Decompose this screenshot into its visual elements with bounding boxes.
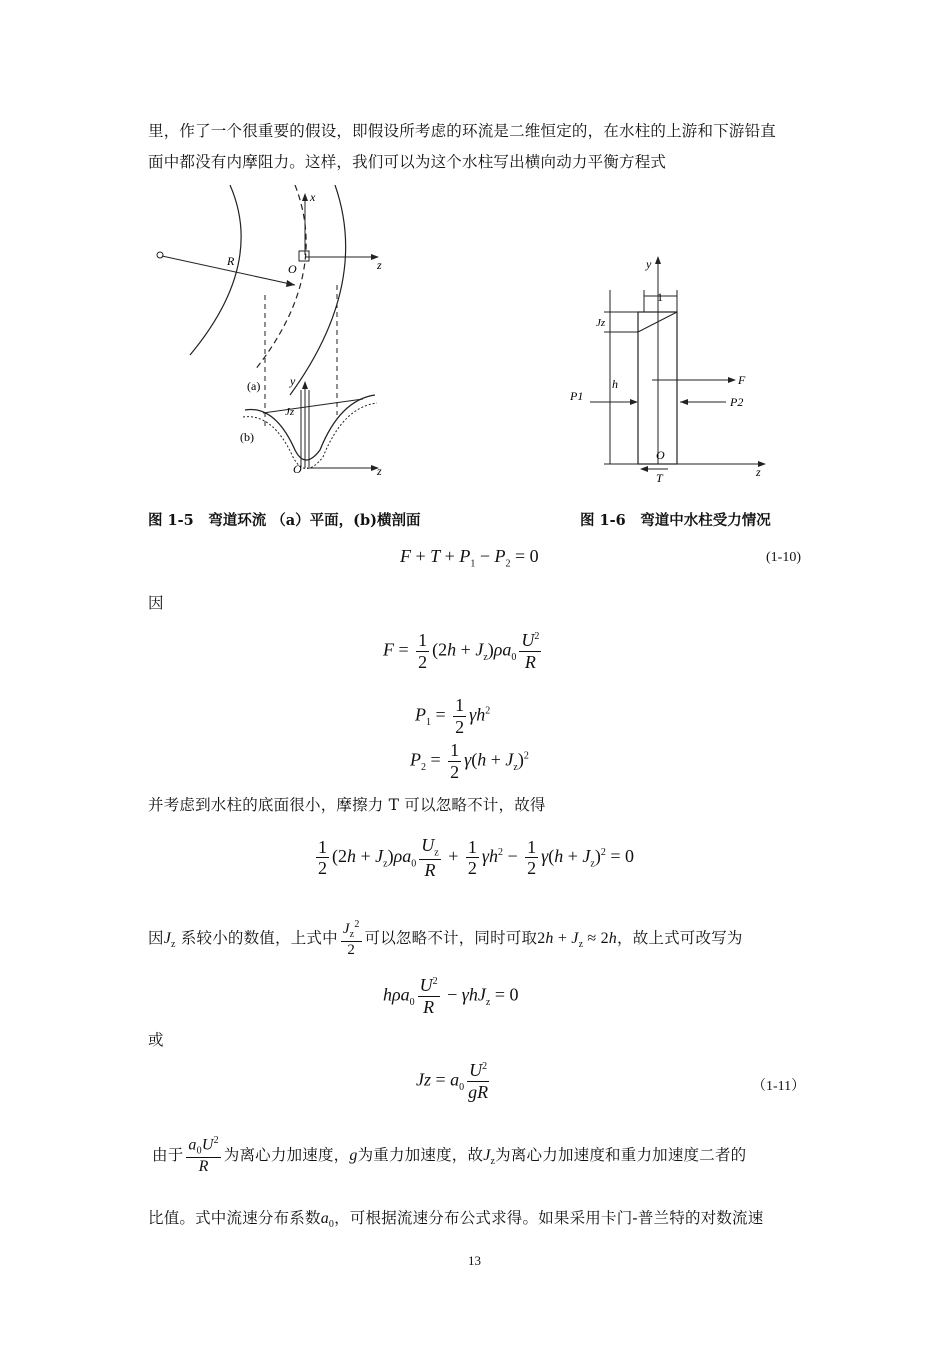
fig5-label-O2: O	[293, 462, 302, 476]
equation-P1: $P_1$ = $\frac{1}{2}$ $\gamma h^2$	[415, 695, 491, 737]
paragraph-last-1: 由于 $\frac{a_0U^2}{R}$ 为离心力加速度，g为重力加速度，故$J_z$为离心力加速度和重力加速度二者的	[152, 1135, 747, 1176]
jz-end: ，故上式可改写为	[617, 929, 743, 947]
figure-1-5-diagram	[145, 185, 395, 495]
fig5-label-z2: z	[377, 464, 382, 478]
page-number: 13	[468, 1253, 481, 1268]
figure-1-5-caption: 图 1-5 弯道环流 （a）平面，(b)横剖面	[148, 512, 421, 529]
fig5-label-z: z	[377, 258, 382, 272]
fig6-label-one: 1	[657, 290, 663, 304]
figure-1-6-caption: 图 1-6 弯道中水柱受力情况	[580, 512, 771, 529]
equation-P2: $P_2$ = $\frac{1}{2}$ $\gamma(h + J_z)^2$	[410, 740, 529, 782]
jz-mid2: 可以忽略不计，同时可取	[364, 929, 538, 947]
fig6-label-Jz: Jz	[596, 317, 606, 329]
fig5-label-b: (b)	[240, 430, 254, 444]
fig6-label-P2: P2	[730, 395, 744, 409]
paragraph-jz: 因$J_z$ 系较小的数值，上式中 $\frac{J_z^2}{2}$ 可以忽略不计，同时可取$2h + J_z \approx 2h$，故上式可改写为	[148, 919, 743, 958]
last-mid1: 为离心力加速度，	[223, 1146, 350, 1164]
equation-F: F = $\frac{1}{2}$ $(2h + J_z)\rho a_0$ $\frac{U^2}{R}$	[383, 630, 540, 672]
paragraph-consider: 并考虑到水柱的底面很小，摩擦力 T 可以忽略不计，故得	[148, 796, 546, 814]
equation-1-10: $F + T + P_1 - P_2 = 0$	[400, 546, 539, 570]
fig6-label-O: O	[656, 448, 665, 462]
fig5-label-x: x	[310, 190, 316, 204]
paragraph-because: 因	[148, 594, 164, 612]
paragraph-or: 或	[148, 1031, 164, 1049]
fig6-label-h: h	[612, 377, 618, 391]
final-a: 比值。式中流速分布系数	[148, 1209, 321, 1227]
equation-1-10-number: (1-10)	[766, 550, 801, 565]
last-mid2: 为重力加速度，故	[357, 1146, 484, 1164]
fig6-label-F: F	[738, 373, 746, 387]
last-pre: 由于	[152, 1146, 184, 1164]
fig6-label-T: T	[656, 471, 663, 485]
fig5-label-Jz: Jz	[285, 406, 295, 418]
last-mid3: 为离心力加速度和重力加速度二者的	[495, 1146, 747, 1164]
final-b: ，可根据流速分布公式求得。如果采用卡门-普兰特的对数流速	[334, 1209, 764, 1227]
fig6-label-z: z	[756, 465, 761, 479]
equation-simplified: hρa$_0$ $\frac{U^2}{R}$ − γhJ$_z$ = 0	[383, 975, 519, 1017]
fig6-label-P1: P1	[570, 389, 584, 403]
figure-1-6-diagram	[560, 250, 780, 490]
fig6-label-y: y	[646, 257, 652, 271]
paragraph-last-2: 比值。式中流速分布系数$a_0$，可根据流速分布公式求得。如果采用卡门-普兰特的对数流速	[148, 1209, 764, 1231]
jz-pre: 因	[148, 929, 164, 947]
equation-1-11: $Jz = a_0$ $\frac{U^2}{gR}$	[416, 1060, 489, 1102]
equation-combined: $\frac{1}{2}$ $(2h + J_z)\rho a_0$ $\frac{U_z}{R}$ + $\frac{1}{2}$ $\gamma h^2$ − $\frac{1}{2}$ $\gamma(h + J_z)^2 = 0$	[318, 835, 634, 881]
fig5-label-R: R	[227, 254, 235, 268]
fig5-label-y: y	[290, 374, 296, 388]
jz-mid1: 系较小的数值，上式中	[180, 929, 338, 947]
fig5-label-a: (a)	[247, 379, 261, 393]
equation-1-11-number: （1-11）	[752, 1079, 806, 1094]
paragraph-line-1: 里，作了一个很重要的假设，即假设所考虑的环流是二维恒定的，在水柱的上游和下游铅直	[148, 122, 777, 140]
fig5-label-O: O	[288, 262, 297, 276]
paragraph-line-2: 面中都没有内摩阻力。这样，我们可以为这个水柱写出横向动力平衡方程式	[148, 153, 667, 171]
